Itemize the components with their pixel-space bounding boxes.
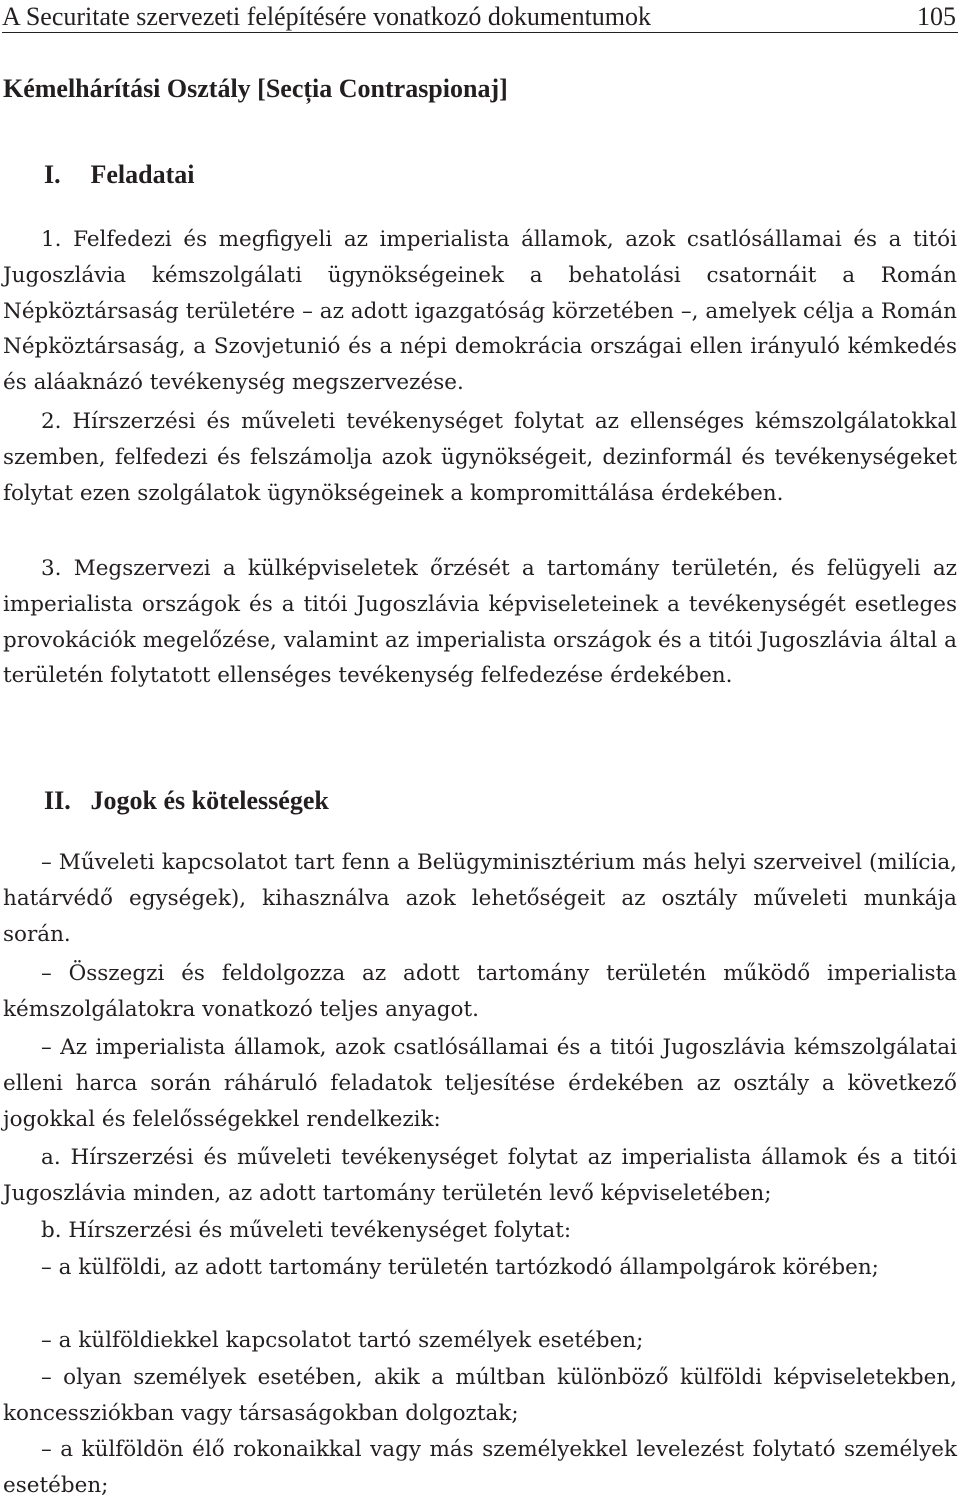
running-header-title: A Securitate szervezeti felépítésére vonatkozó dokumentumok bbox=[2, 2, 652, 31]
paragraph-7: a. Hírszerzési és műveleti tevékenységet folytat az imperialista államok és a titói Jugoszlávia minden, az adott tartomány területén levő képviseletében; bbox=[3, 1145, 957, 1206]
running-header bbox=[2, 0, 958, 33]
paragraph-1: 1. Felfedezi és megfigyeli az imperialista államok, azok csatlósállamai és a titói Jugoszlávia kémszolgálati ügynökségeinek a behatolási csatornáit a Román Népköztársaság területére – az adott igazgatóság körzetében –, amelyek célja a Román Népköztársaság, a Szovjetunió és a népi demokrácia országai ellen irányuló kémkedés és aláaknázó tevékenység megszervezése. bbox=[3, 227, 957, 396]
part-2-title: Jogok és kötelességek bbox=[90, 786, 329, 815]
section-title: Kémelhárítási Osztály [Secția Contraspionaj] bbox=[3, 74, 508, 103]
part-1-heading bbox=[44, 160, 195, 190]
paragraph-9: – a külföldi, az adott tartomány területén tartózkodó állampolgárok körében; bbox=[41, 1255, 879, 1280]
paragraph-4: – Műveleti kapcsolatot tart fenn a Belügyminisztérium más helyi szerveivel (milícia, határvédő egységek), kihasználva azok lehetőségeit az osztály műveleti munkája során. bbox=[3, 850, 957, 947]
paragraph-5: – Összegzi és feldolgozza az adott tartomány területén működő imperialista kémszolgálatokra vonatkozó teljes anyagot. bbox=[3, 961, 957, 1022]
part-1-number: I. bbox=[44, 160, 61, 189]
part-2-heading bbox=[44, 786, 329, 816]
paragraph-3: 3. Megszervezi a külképviseletek őrzését a tartomány területén, és felügyeli az imperialista országok és a titói Jugoszlávia képviseleteinek a tevékenységét esetleges provokációk megelőzése, valamint az imperialista országok és a titói Jugoszlávia által a területén folytatott ellenséges tevékenység felfedezése érdekében. bbox=[3, 556, 957, 689]
part-1-title: Feladatai bbox=[90, 160, 195, 189]
paragraph-2: 2. Hírszerzési és műveleti tevékenységet folytat az ellenséges kémszolgálatokkal szemben, felfedezi és felszámolja azok ügynökségeit, dezinformál és tevékenységeket folytat ezen szolgálatok ügynökségeinek a kompromittálása érdekében. bbox=[3, 409, 957, 506]
paragraph-12: – a külföldön élő rokonaikkal vagy más személyekkel levelezést folytató személyek esetében; bbox=[3, 1437, 957, 1498]
paragraph-6: – Az imperialista államok, azok csatlósállamai és a titói Jugoszlávia kémszolgálatai elleni harca során ráháruló feladatok teljesítése érdekében az osztály a következő jogokkal és felelősségekkel rendelkezik: bbox=[3, 1035, 957, 1132]
paragraph-8: b. Hírszerzési és műveleti tevékenységet folytat: bbox=[41, 1218, 572, 1243]
paragraph-10: – a külföldiekkel kapcsolatot tartó személyek esetében; bbox=[41, 1328, 644, 1353]
page-number: 105 bbox=[917, 2, 956, 31]
paragraph-11: – olyan személyek esetében, akik a múltban különböző külföldi képviseletekben, koncessziókban vagy társaságokban dolgoztak; bbox=[3, 1365, 957, 1426]
part-2-number: II. bbox=[44, 786, 71, 815]
